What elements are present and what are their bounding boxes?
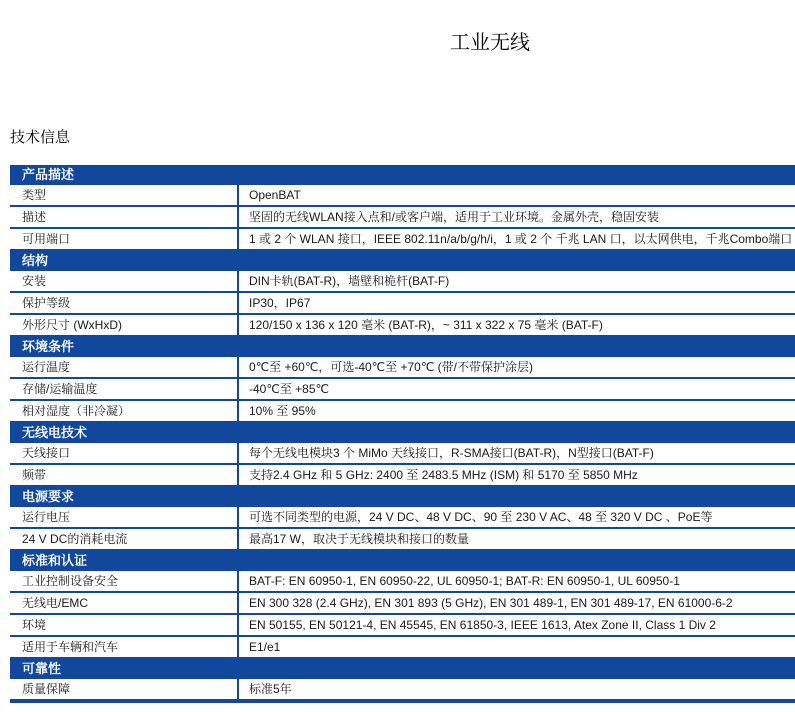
spec-label: 无线电/EMC — [10, 593, 239, 613]
spec-label: 描述 — [10, 207, 239, 227]
spec-label: 适用于车辆和汽车 — [10, 637, 239, 657]
section-header: 无线电技术 — [10, 423, 795, 443]
spec-label: 环境 — [10, 615, 239, 635]
spec-label: 保护等级 — [10, 293, 239, 313]
page-content — [10, 0, 795, 703]
section-header: 环境条件 — [10, 337, 795, 357]
spec-row — [10, 593, 795, 615]
spec-value: 可选不同类型的电源，24 V DC、48 V DC、90 至 230 V AC、48 至 320 V DC 、PoE等 — [249, 510, 713, 524]
spec-label: 类型 — [10, 185, 239, 205]
spec-row — [10, 315, 795, 337]
spec-row — [10, 207, 795, 229]
spec-row — [10, 271, 795, 293]
spec-label: 运行温度 — [10, 357, 239, 377]
spec-row — [10, 185, 795, 207]
spec-label: 存储/运输温度 — [10, 379, 239, 399]
spec-value: 120/150 x 136 x 120 毫米 (BAT-R)，~ 311 x 322 x 75 毫米 (BAT-F) — [249, 318, 603, 332]
spec-row — [10, 443, 795, 465]
spec-row — [10, 571, 795, 593]
spec-row — [10, 401, 795, 423]
spec-value: 最高17 W，取决于无线模块和接口的数量 — [249, 532, 470, 546]
spec-row — [10, 679, 795, 699]
spec-value: 1 或 2 个 WLAN 接口，IEEE 802.11n/a/b/g/h/i，1 或 2 个 千兆 LAN 口，以太网供电，千兆Combo端口 — [249, 232, 793, 246]
spec-row — [10, 465, 795, 487]
spec-label: 质量保障 — [10, 679, 239, 699]
spec-row — [10, 529, 795, 551]
spec-row — [10, 637, 795, 659]
section-header: 标准和认证 — [10, 551, 795, 571]
spec-row — [10, 379, 795, 401]
spec-value: E1/e1 — [249, 640, 281, 654]
section-header: 结构 — [10, 251, 795, 271]
spec-value: 坚固的无线WLAN接入点和/或客户端，适用于工业环境。金属外壳，稳固安装 — [249, 210, 660, 224]
spec-label: 运行电压 — [10, 507, 239, 527]
spec-label: 24 V DC的消耗电流 — [10, 529, 239, 549]
spec-value: EN 300 328 (2.4 GHz), EN 301 893 (5 GHz), EN 301 489-1, EN 301 489-17, EN 61000-6-2 — [249, 596, 733, 610]
section-header: 可靠性 — [10, 659, 795, 679]
spec-value: 每个无线电模块3 个 MiMo 天线接口，R-SMA接口(BAT-R)，N型接口(BAT-F) — [249, 446, 654, 460]
spec-value: 标准5年 — [249, 682, 292, 696]
spec-value: OpenBAT — [249, 188, 301, 202]
page-title: 工业无线 — [450, 32, 530, 54]
spec-value: IP30，IP67 — [249, 296, 311, 310]
spec-label: 工业控制设备安全 — [10, 571, 239, 591]
spec-row — [10, 507, 795, 529]
spec-value: BAT-F: EN 60950-1, EN 60950-22, UL 60950-1; BAT-R: EN 60950-1, UL 60950-1 — [249, 574, 680, 588]
spec-value: 支持2.4 GHz 和 5 GHz: 2400 至 2483.5 MHz (ISM) 和 5170 至 5850 MHz — [249, 468, 638, 482]
spec-value: EN 50155, EN 50121-4, EN 45545, EN 61850-3, IEEE 1613, Atex Zone II, Class 1 Div 2 — [249, 618, 716, 632]
spec-value: 0℃至 +60℃，可选-40℃至 +70℃ (带/不带保护涂层) — [249, 360, 533, 374]
spec-row — [10, 357, 795, 379]
section-header: 产品描述 — [10, 165, 795, 185]
tech-info-heading: 技术信息 — [10, 129, 71, 146]
spec-value: -40℃至 +85℃ — [249, 382, 329, 396]
spec-value: 10% 至 95% — [249, 404, 316, 418]
spec-label: 安装 — [10, 271, 239, 291]
spec-label: 相对湿度（非冷凝） — [10, 401, 239, 421]
spec-table — [10, 165, 795, 703]
spec-label: 外形尺寸 (WxHxD) — [10, 315, 239, 335]
spec-label: 天线接口 — [10, 443, 239, 463]
spec-row — [10, 615, 795, 637]
section-header: 电源要求 — [10, 487, 795, 507]
spec-label: 可用端口 — [10, 229, 239, 249]
spec-row — [10, 293, 795, 315]
spec-row — [10, 229, 795, 251]
spec-label: 频带 — [10, 465, 239, 485]
spec-value: DIN卡轨(BAT-R)，墙壁和桅杆(BAT-F) — [249, 274, 450, 288]
